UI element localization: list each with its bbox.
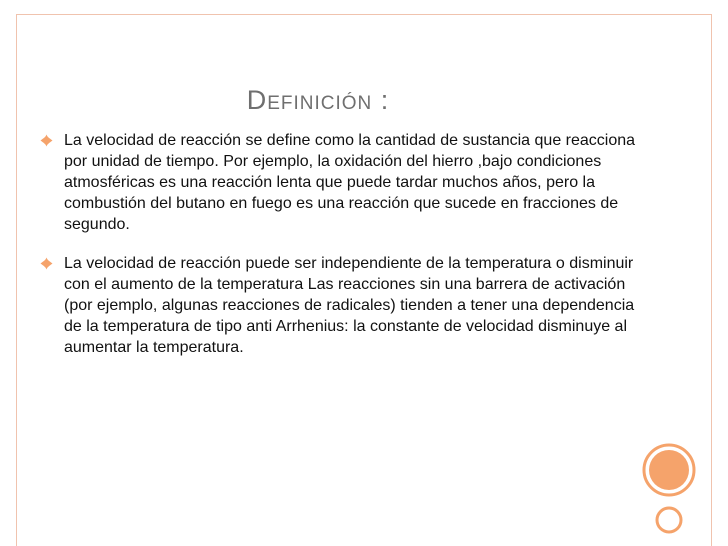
slide-title: Definición : [246, 85, 390, 115]
bullet-list [40, 130, 640, 376]
decor-circle-fill [649, 450, 689, 490]
bullet-text: La velocidad de reacción se define como la cantidad de sustancia que reacciona por unidad de tiempo. Por ejemplo, la oxidación del hierro ,bajo condiciones atmosféricas es una reacción lenta que puede tardar muchos años, pero la combustión del butano en fuego es una reacción que sucede en fracciones de segundo. [64, 132, 636, 233]
ornament-bullet-icon [40, 134, 53, 147]
decor-circle-small [657, 508, 681, 532]
bullet-text: La velocidad de reacción puede ser independiente de la temperatura o disminuir con el aumento de la temperatura Las reacciones sin una barrera de activación (por ejemplo, algunas reacciones de radicales) tienden a tener una dependencia de la temperatura de tipo anti Arrhenius: la constante de velocidad disminuye al aumentar la temperatura. [64, 255, 635, 356]
list-item [40, 253, 640, 358]
ornament-bullet-icon [40, 257, 53, 270]
list-item [40, 130, 640, 235]
decorative-circles [640, 440, 720, 540]
